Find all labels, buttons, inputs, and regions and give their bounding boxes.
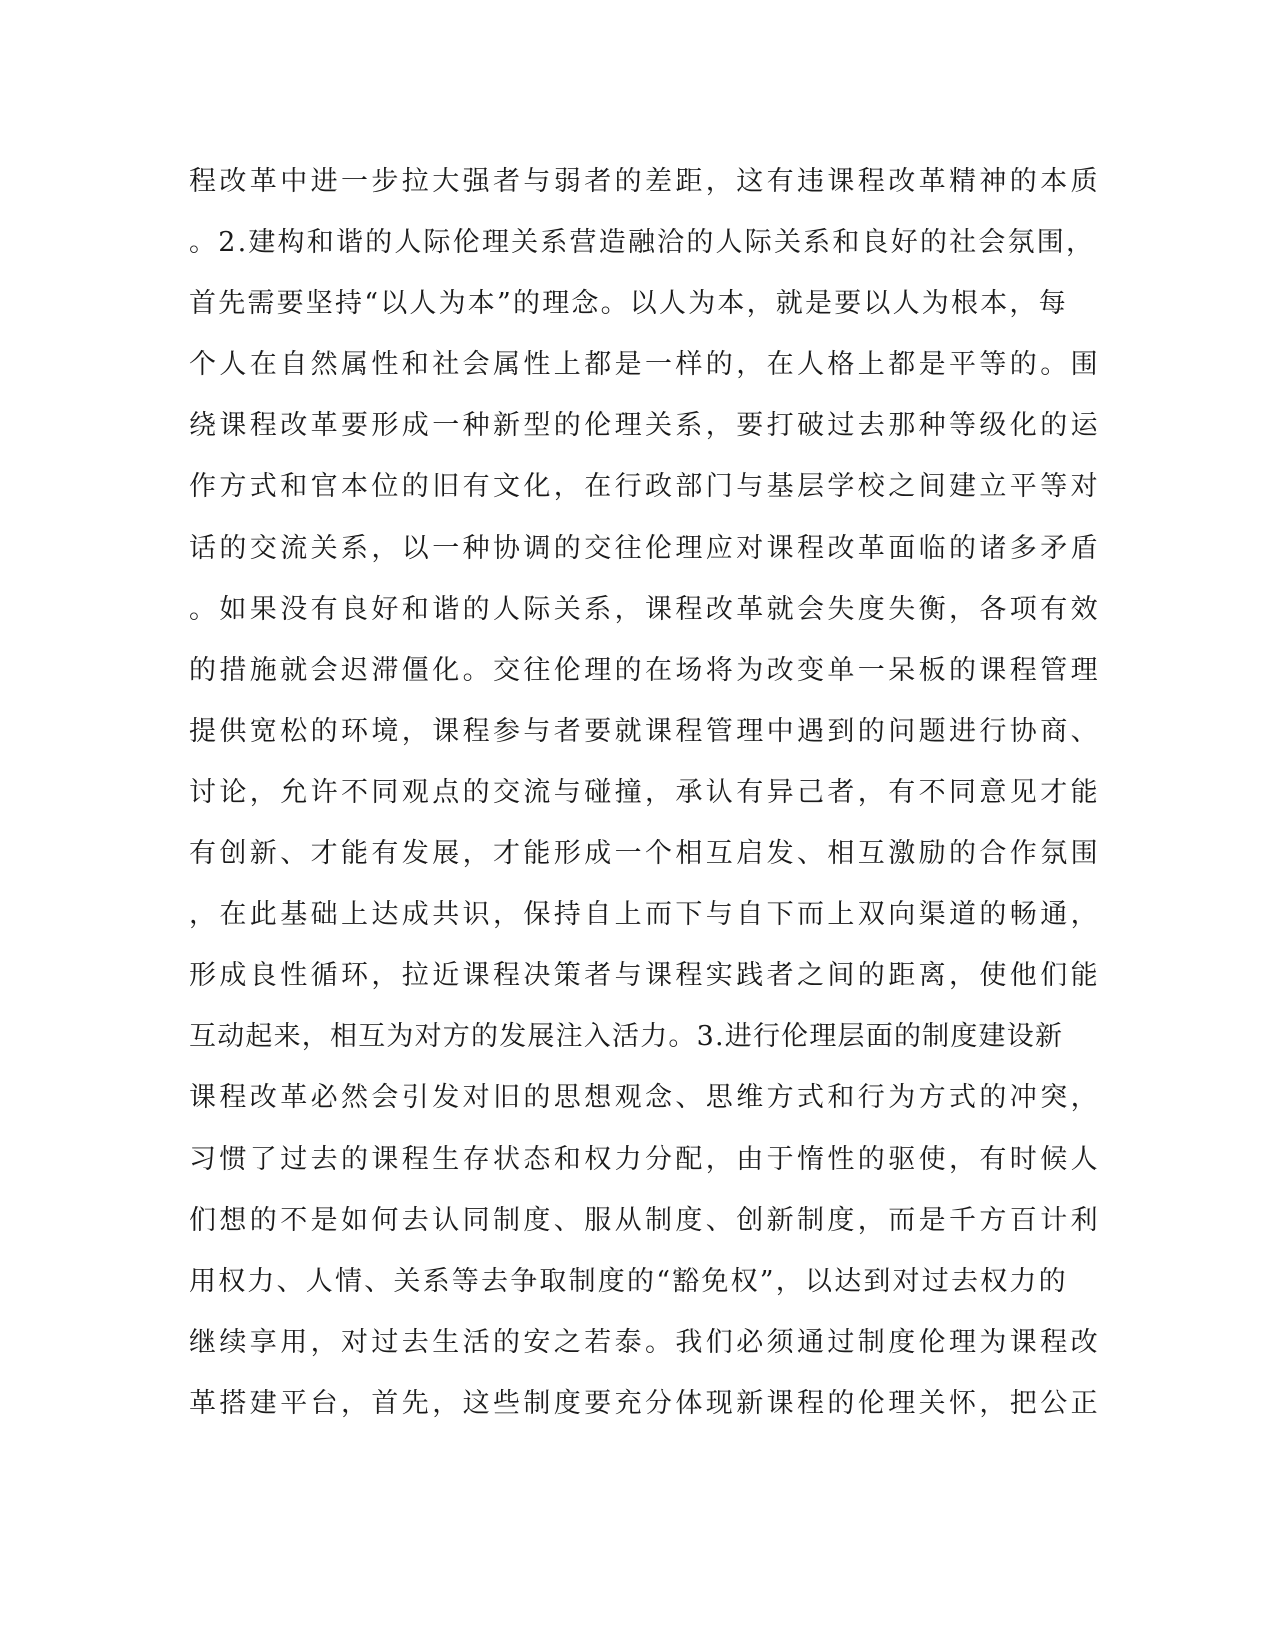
text-line: 们想的不是如何去认同制度、服从制度、创新制度，而是千方百计利 <box>189 1204 1101 1236</box>
text-line: 革搭建平台，首先，这些制度要充分体现新课程的伦理关怀，把公正 <box>189 1387 1101 1419</box>
text-line: 首先需要坚持“以人为本”的理念。以人为本，就是要以人为根本，每 <box>189 288 1068 320</box>
text-line: 形成良性循环，拉近课程决策者与课程实践者之间的距离，使他们能 <box>189 960 1101 992</box>
text-line: 绕课程改革要形成一种新型的伦理关系，要打破过去那种等级化的运 <box>189 410 1101 442</box>
text-line: 。2.建构和谐的人际伦理关系营造融洽的人际关系和良好的社会氛围， <box>189 227 1096 259</box>
text-line: 作方式和官本位的旧有文化，在行政部门与基层学校之间建立平等对 <box>189 471 1101 503</box>
text-line: 。如果没有良好和谐的人际关系，课程改革就会失度失衡，各项有效 <box>189 593 1101 625</box>
text-line: 课程改革必然会引发对旧的思想观念、思维方式和行为方式的冲突， <box>189 1082 1101 1114</box>
text-line: ，在此基础上达成共识，保持自上而下与自下而上双向渠道的畅通， <box>189 899 1101 931</box>
text-line: 话的交流关系，以一种协调的交往伦理应对课程改革面临的诸多矛盾 <box>189 532 1101 564</box>
text-line: 提供宽松的环境，课程参与者要就课程管理中遇到的问题进行协商、 <box>189 715 1101 747</box>
text-line: 的措施就会迟滞僵化。交往伦理的在场将为改变单一呆板的课程管理 <box>189 654 1101 686</box>
text-line: 习惯了过去的课程生存状态和权力分配，由于惰性的驱使，有时候人 <box>189 1143 1101 1175</box>
text-line: 程改革中进一步拉大强者与弱者的差距，这有违课程改革精神的本质 <box>189 166 1101 197</box>
text-line: 有创新、才能有发展，才能形成一个相互启发、相互激励的合作氛围 <box>189 838 1101 870</box>
text-line: 互动起来，相互为对方的发展注入活力。3.进行伦理层面的制度建设新 <box>189 1021 1064 1053</box>
text-line: 继续享用，对过去生活的安之若泰。我们必须通过制度伦理为课程改 <box>189 1326 1101 1358</box>
body-text <box>189 162 1101 1445</box>
text-line: 个人在自然属性和社会属性上都是一样的，在人格上都是平等的。围 <box>189 349 1101 381</box>
text-line: 用权力、人情、关系等去争取制度的“豁免权”，以达到对过去权力的 <box>189 1265 1068 1297</box>
text-line: 讨论，允许不同观点的交流与碰撞，承认有异己者，有不同意见才能 <box>189 776 1101 808</box>
